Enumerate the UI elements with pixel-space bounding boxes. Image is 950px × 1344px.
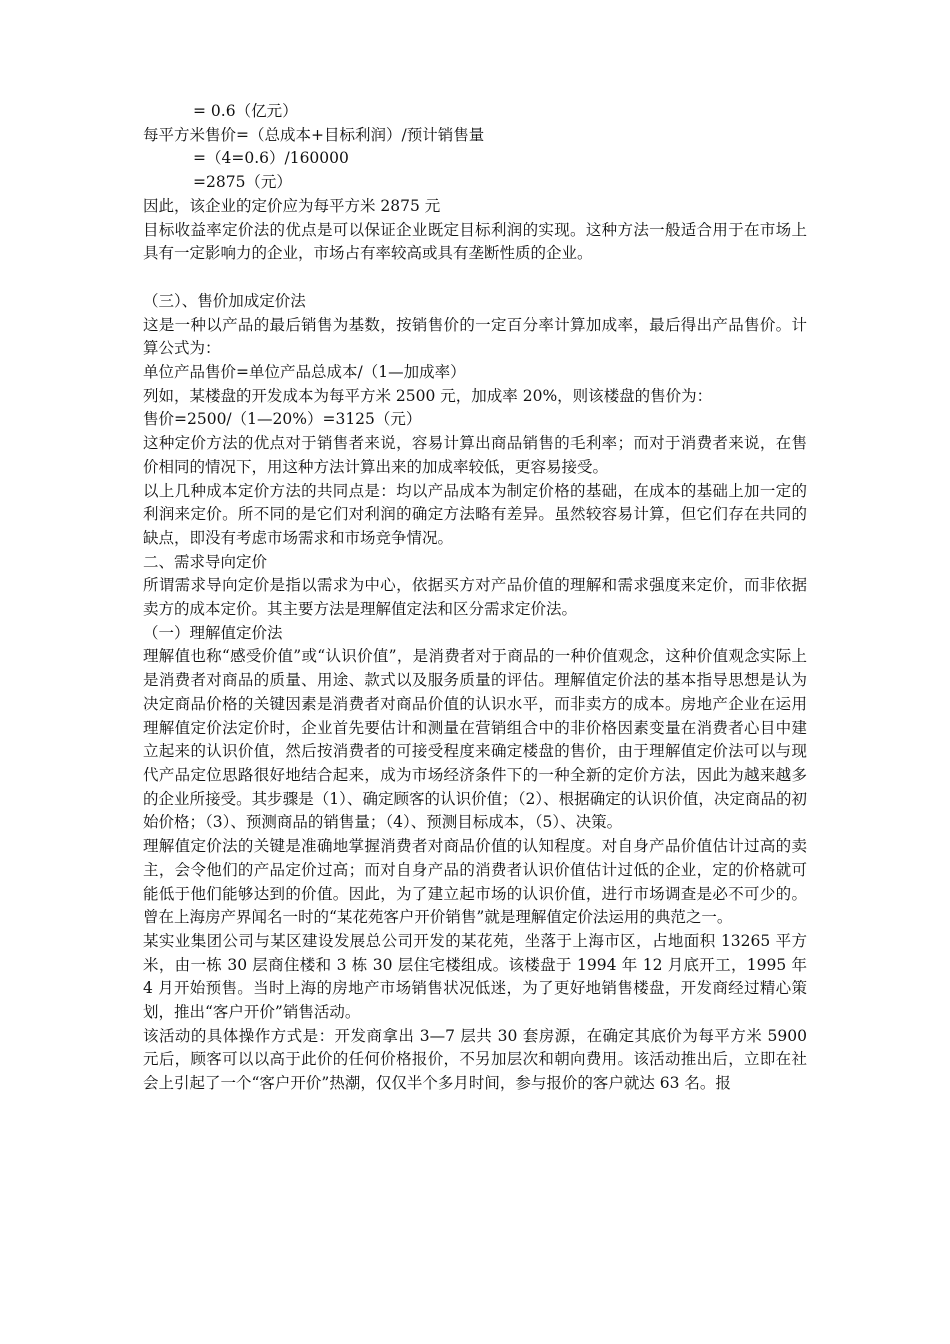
formula-substitution-line: =（4=0.6）/160000 (193, 149, 349, 168)
markup-example-result: 售价=2500/（1—20%）=3125（元） (143, 410, 422, 429)
section-heading-demand-pricing: 二、需求导向定价 (143, 552, 268, 571)
section-heading-markup-pricing: （三）、售价加成定价法 (143, 291, 306, 310)
cost-methods-summary-paragraph: 以上几种成本定价方法的共同点是：均以产品成本为制定价格的基础，在成本的基础上加一定的利润来定价。所不同的是它们对利润的确定方法略有差异。虽然较容易计算，但它们存在共同的缺点，即没有考虑市场需求和市场竞争情况。 (143, 481, 807, 547)
conclusion-paragraph: 因此，该企业的定价应为每平方米 2875 元 (143, 196, 441, 215)
markup-formula-line: 单位产品售价=单位产品总成本/（1—加成率） (143, 363, 466, 382)
case-study-intro-paragraph: 某实业集团公司与某区建设发展总公司开发的某花苑，坐落于上海市区，占地面积 13265 平方米，由一栋 30 层商住楼和 3 栋 30 层住宅楼组成。该楼盘于 1994 年 12 月底开工，1995 年 4 月开始预售。当时上海的房地产市场销售状况低迷，为了更好地销售楼盘，开发商经过精心策划，推出“客户开价”销售活动。 (143, 931, 807, 1022)
target-return-advantage-paragraph: 目标收益率定价法的优点是可以保证企业既定目标利润的实现。这种方法一般适合用于在市场上具有一定影响力的企业，市场占有率较高或具有垄断性质的企业。 (143, 220, 807, 263)
case-study-operation-paragraph: 该活动的具体操作方式是：开发商拿出 3—7 层共 30 套房源，在确定其底价为每平方米 5900 元后，顾客可以以高于此价的任何价格报价，不另加层次和朝向费用。该活动推出后，立即在社会上引起了一个“客户开价”热潮，仅仅半个多月时间，参与报价的客户就达 63 名。报 (143, 1026, 807, 1093)
markup-example-paragraph: 列如，某楼盘的开发成本为每平方米 2500 元，加成率 20%，则该楼盘的售价为： (143, 386, 713, 405)
document-body (143, 100, 807, 1096)
demand-pricing-intro-paragraph: 所谓需求导向定价是指以需求为中心，依据买方对产品价值的理解和需求强度来定价，而非依据卖方的成本定价。其主要方法是理解值定法和区分需求定价法。 (143, 576, 807, 619)
formula-answer-line: =2875（元） (193, 173, 292, 192)
markup-advantage-paragraph: 这种定价方法的优点对于销售者来说，容易计算出商品销售的毛利率；而对于消费者来说，在售价相同的情况下，用这种方法计算出来的加成率较低，更容易接受。 (143, 434, 807, 476)
formula-price-line: 每平方米售价=（总成本+目标利润）/预计销售量 (143, 125, 485, 144)
formula-result-line: = 0.6（亿元） (193, 102, 298, 120)
perceived-value-paragraph: 理解值也称“感受价值”或“认识价值”，是消费者对于商品的一种价值观念，这种价值观念实际上是消费者对商品的质量、用途、款式以及服务质量的评估。理解值定价法的基本指导思想是认为决定商品价格的关键因素是消费者对商品价值的认识水平，而非卖方的成本。房地产企业在运用理解值定价法定价时，企业首先要估计和测量在营销组合中的非价格因素变量在消费者心目中建立起来的认识价值，然后按消费者的可接受程度来确定楼盘的售价，由于理解值定价法可以与现代产品定位思路很好地结合起来，成为市场经济条件下的一种全新的定价方法，因此为越来越多的企业所接受。其步骤是（1）、确定顾客的认识价值；（2）、根据确定的认识价值，决定商品的初始价格；（3）、预测商品的销售量；（4）、预测目标成本，（5）、决策。 (143, 647, 807, 832)
perceived-value-key-paragraph: 理解值定价法的关键是准确地掌握消费者对商品价值的认知程度。对自身产品价值估计过高的卖主，会令他们的产品定价过高；而对自身产品的消费者认识价值估计过低的企业，定的价格就可能低于他们能够达到的价值。因此，为了建立起市场的认识价值，进行市场调查是必不可少的。曾在上海房产界闻名一时的“某花苑客户开价销售”就是理解值定价法运用的典范之一。 (143, 837, 807, 927)
markup-intro-paragraph: 这是一种以产品的最后销售为基数，按销售价的一定百分率计算加成率，最后得出产品售价。计算公式为： (143, 315, 807, 358)
subsection-heading-perceived-value: （一）理解值定价法 (143, 623, 283, 642)
